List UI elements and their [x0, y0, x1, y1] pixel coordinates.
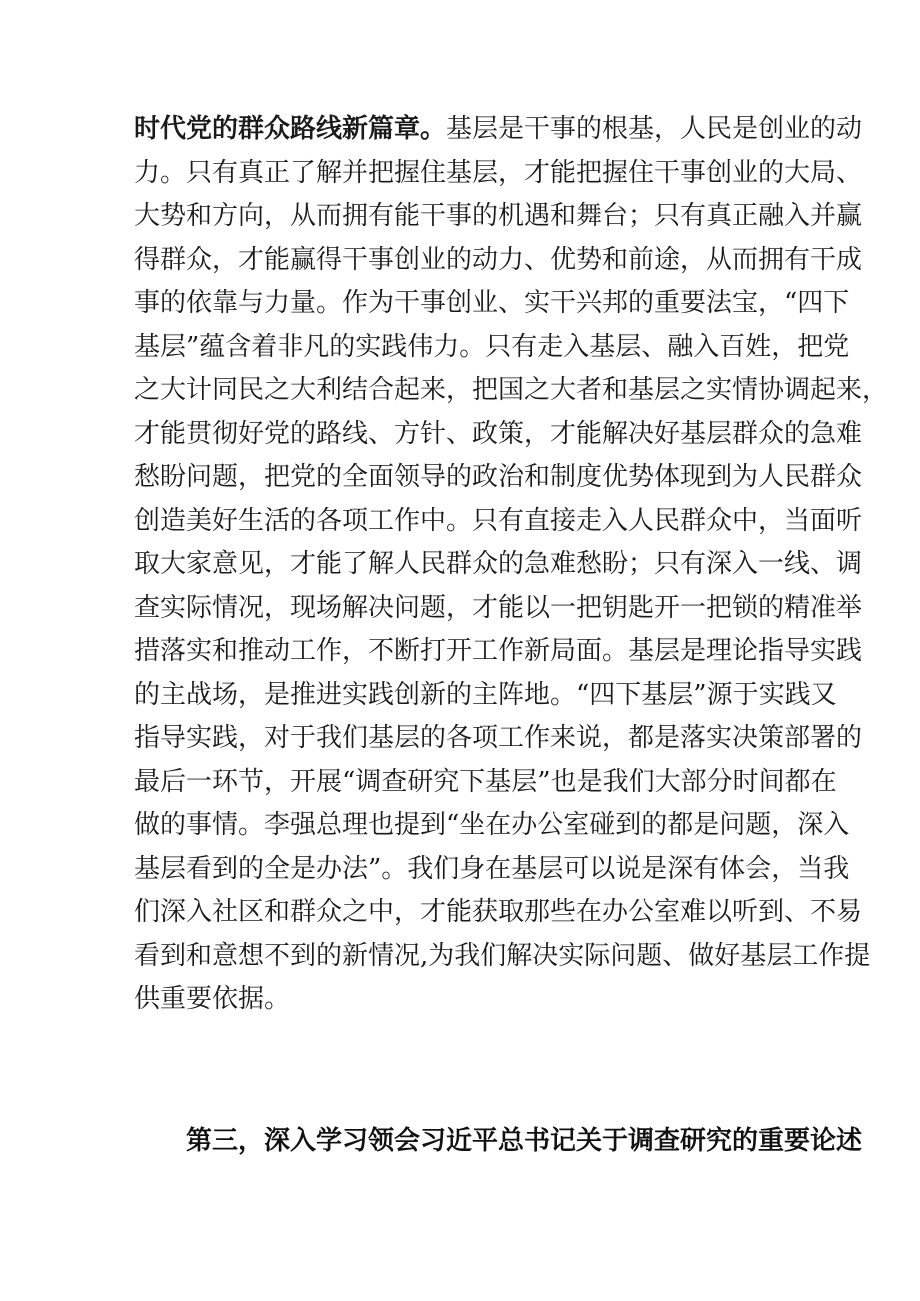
paragraph-line: 最后一环节，开展“调查研究下基层”也是我们大部分时间都在: [134, 766, 837, 797]
paragraph-line: 力。只有真正了解并把握住基层，才能把握住干事创业的大局、: [134, 157, 863, 188]
paragraph-line: [134, 108, 863, 152]
paragraph-line: 才能贯彻好党的路线、方针、政策，才能解决好基层群众的急难: [134, 418, 863, 449]
paragraph-line: 的主战场，是推进实践创新的主阵地。“四下基层”源于实践又: [134, 679, 837, 710]
paragraph-line: 们深入社区和群众之中，才能获取那些在办公室难以听到、不易: [134, 897, 863, 927]
paragraph-line: 供重要依据。: [134, 984, 291, 1014]
paragraph-line: 措落实和推动工作，不断打开工作新局面。基层是理论指导实践: [134, 636, 863, 666]
paragraph-line: 得群众，才能赢得干事创业的动力、优势和前途，从而拥有干成: [134, 244, 863, 275]
paragraph-line: 基层看到的全是办法”。我们身在基层可以说是深有体会，当我: [134, 853, 850, 884]
paragraph-line: 愁盼问题，把党的全面领导的政治和制度优势体现到为人民群众: [134, 462, 863, 492]
paragraph-line: 之大计同民之大利结合起来，把国之大者和基层之实情协调起来，: [134, 375, 889, 405]
body-paragraph: [134, 108, 889, 1022]
paragraph-line: 事的依靠与力量。作为干事创业、实干兴邦的重要法宝，“四下: [134, 288, 850, 318]
paragraph-line: 看到和意想不到的新情况,为我们解决实际问题、做好基层工作提: [134, 940, 871, 971]
paragraph-line: 基层”蕴含着非凡的实践伟力。只有走入基层、融入百姓，把党: [134, 331, 850, 362]
section-heading: 第三，深入学习领会习近平总书记关于调查研究的重要论述: [186, 1126, 863, 1156]
bold-lead-phrase: 时代党的群众路线新篇章。: [134, 114, 447, 144]
paragraph-line: 取大家意见，才能了解人民群众的急难愁盼；只有深入一线、调: [134, 549, 863, 579]
paragraph-line: 大势和方向，从而拥有能干事的机遇和舞台；只有真正融入并赢: [134, 201, 863, 231]
paragraph-line: 查实际情况，现场解决问题，才能以一把钥匙开一把锁的精准举: [134, 592, 863, 623]
paragraph-line: 创造美好生活的各项工作中。只有直接走入人民群众中，当面听: [134, 505, 863, 536]
paragraph-line: 指导实践，对于我们基层的各项工作来说，都是落实决策部署的: [134, 723, 863, 753]
paragraph-line: 做的事情。李强总理也提到“坐在办公室碰到的都是问题，深入: [134, 810, 850, 840]
paragraph-line-text: 基层是干事的根基，人民是创业的动: [446, 114, 863, 144]
